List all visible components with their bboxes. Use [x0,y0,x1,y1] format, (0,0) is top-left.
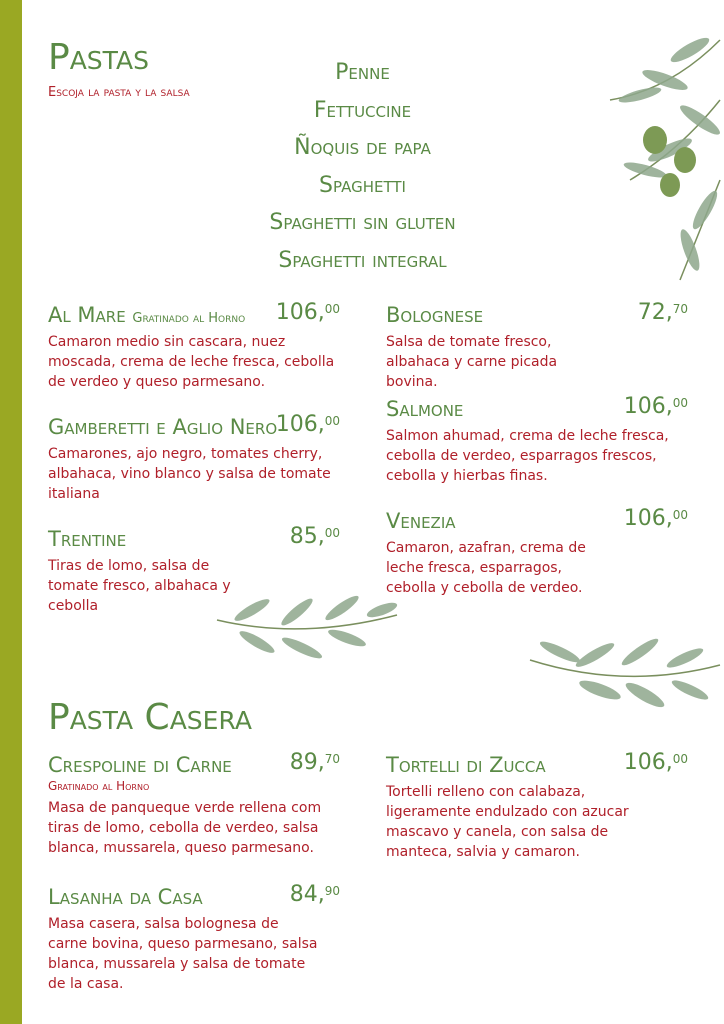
dish-description: Camarones, ajo negro, tomates cherry, albahaca, vino blanco y salsa de tomate italiana [48,446,331,502]
pasta-option: Penne [335,60,390,85]
dish-price: 106,00 [623,750,688,775]
dish-description: Masa casera, salsa bolognesa de carne bovina, queso parmesano, salsa blanca, mussarela y salsa de tomate de la casa. [48,916,318,992]
dish-note: Gratinado al Horno [48,779,150,793]
dish-price: 72,70 [637,300,688,325]
dish-description: Salmon ahumad, crema de leche fresca, cebolla de verdeo, esparragos frescos, cebolla y hierbas finas. [386,428,669,484]
menu-item-trentine [48,526,340,616]
dish-name: Tortelli di Zucca [386,753,546,777]
pasta-option: Ñoquis de papa [294,135,431,160]
menu-item-salmone [386,396,688,486]
dish-price: 89,70 [289,750,340,775]
dish-description: Tiras de lomo, salsa de tomate fresco, albahaca y cebolla [48,558,231,614]
pasta-option: Fettuccine [313,97,412,123]
menu-item-al-mare [48,302,340,392]
dish-name: Venezia [386,509,456,533]
section-title-pasta-casera: Pasta Casera [48,697,252,738]
dish-name: Lasanha da Casa [48,885,203,909]
dish-name: Bolognese [386,303,484,327]
pasta-option: Spaghetti integral [278,247,447,273]
dish-name: Gamberetti e Aglio Nero [48,415,278,439]
page-subtitle: Escoja la pasta y la salsa [48,85,190,100]
dish-name: Trentine [48,527,127,551]
dish-description: Salsa de tomate fresco, albahaca y carne picada bovina. [386,334,558,390]
page-title: Pastas [48,37,149,78]
dish-price: 106,00 [275,412,340,437]
menu-item-lasanha [48,884,340,994]
dish-name: Al Mare [48,303,126,327]
dish-price: 85,00 [289,524,340,549]
dish-note: Gratinado al Horno [132,311,246,326]
olive-branch-top-right-icon [570,10,724,290]
sidebar-accent-bar [0,0,22,1024]
dish-description: Tortelli relleno con calabaza, ligeramente endulzado con azucar mascavo y canela, con salsa de manteca, salvia y camaron. [386,784,629,860]
pasta-option: Spaghetti sin gluten [269,210,456,235]
dish-description: Camaron, azafran, crema de leche fresca, esparragos, cebolla y cebolla de verdeo. [386,540,586,596]
dish-price: 84,90 [289,882,340,907]
dish-name: Crespoline di Carne [48,753,232,777]
dish-price: 106,00 [623,506,688,531]
olive-branch-right-icon [525,630,724,725]
menu-item-crespoline [48,752,340,858]
dish-description: Masa de panqueque verde rellena com tiras de lomo, cebolla de verdeo, salsa blanca, mussarela, queso parmesano. [48,800,322,856]
menu-item-bolognese [386,302,688,392]
menu-item-tortelli [386,752,688,862]
pasta-options-list [250,54,475,279]
dish-description: Camaron medio sin cascara, nuez moscada, crema de leche fresca, cebolla de verdeo y queso parmesano. [48,334,335,390]
dish-price: 106,00 [275,300,340,325]
pasta-option: Spaghetti [319,172,406,198]
menu-item-venezia [386,508,688,598]
dish-price: 106,00 [623,394,688,419]
menu-item-gamberetti [48,414,340,504]
dish-name: Salmone [386,397,464,421]
